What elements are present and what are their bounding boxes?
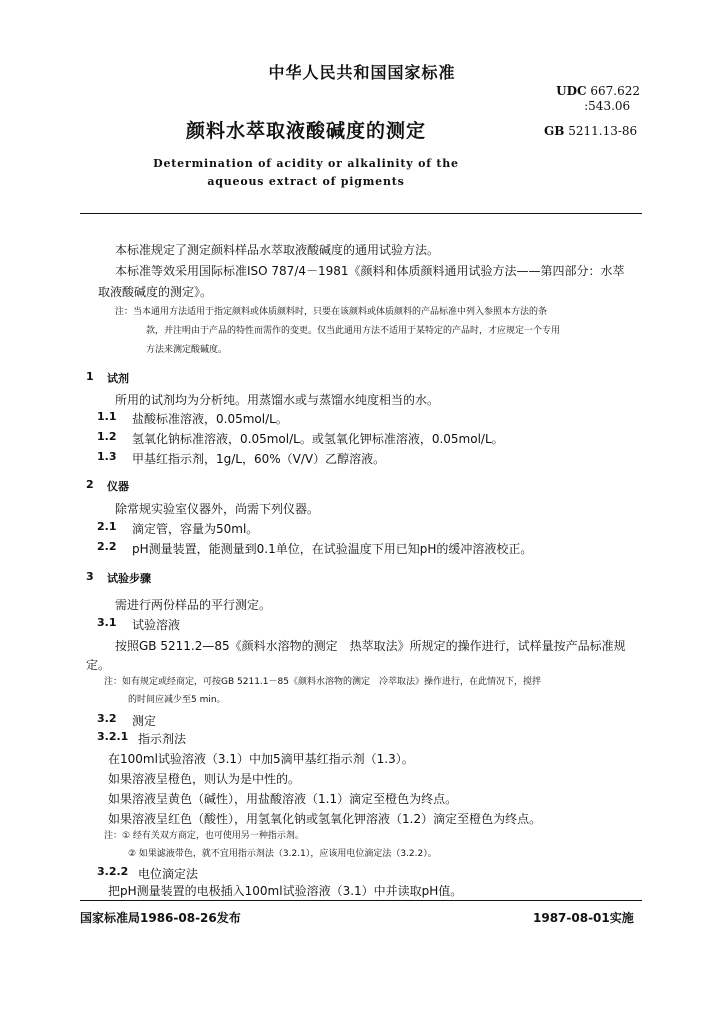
item-1-2-number: 1.2	[97, 430, 117, 443]
gb-label: GB	[544, 124, 565, 138]
section-3-number: 3	[86, 570, 94, 583]
item-2-1-text: 滴定管，容量为50ml。	[132, 522, 259, 536]
udc-block	[556, 84, 640, 114]
issue-date: 国家标准局1986-08-26发布	[80, 911, 241, 925]
indicator-step-2: 如果溶液呈橙色，则认为是中性的。	[108, 772, 301, 786]
udc-line1: 667.622	[590, 84, 640, 98]
section-2-title: 仪器	[107, 480, 129, 493]
item-1-1-text: 盐酸标准溶液，0.05mol/L。	[132, 412, 288, 426]
subsection-3-2-1-title: 指示剂法	[138, 732, 187, 746]
section-3-title: 试验步骤	[107, 572, 151, 585]
indicator-note-2: ② 如果滤液带色，就不宜用指示剂法（3.2.1），应该用电位滴定法（3.2.2）。	[128, 849, 437, 859]
item-1-2-text: 氢氧化钠标准溶液，0.05mol/L。或氢氧化钾标准溶液，0.05mol/L。	[132, 432, 504, 446]
effective-date: 1987-08-01实施	[533, 911, 634, 925]
item-1-3-number: 1.3	[97, 450, 117, 463]
subsection-3-1-note-a: 注：如有规定或经商定，可按GB 5211.1－85《颜料水溶物的测定 冷萃取法》操作进行，在此情况下，搅拌	[104, 677, 541, 687]
intro-paragraph-2b: 取液酸碱度的测定》。	[98, 285, 213, 299]
intro-note-line1: 注：当本通用方法适用于指定颜料或体质颜料时，只要在该颜料或体质颜料的产品标准中列入参照本方法的条	[115, 307, 548, 317]
section-3-intro: 需进行两份样品的平行测定。	[115, 598, 272, 612]
subsection-3-2-number: 3.2	[97, 712, 117, 725]
subsection-3-1-note-b: 的时间应减少至5 min。	[128, 695, 226, 705]
section-1-number: 1	[86, 370, 94, 383]
intro-paragraph-2a: 本标准等效采用国际标准ISO 787/4－1981《颜料和体质颜料通用试验方法——第四部分：水萃	[115, 264, 625, 278]
subsection-3-1-title: 试验溶液	[132, 618, 181, 632]
subsection-3-2-title: 测定	[132, 714, 157, 728]
subsection-3-2-1-number: 3.2.1	[97, 730, 129, 743]
item-1-1-number: 1.1	[97, 410, 117, 423]
intro-note-line3: 方法来测定酸碱度。	[146, 345, 228, 355]
intro-note-line2: 款，并注明由于产品的特性而需作的变更。仅当此通用方法不适用于某特定的产品时，才应规定一个专用	[146, 326, 561, 336]
section-1-title: 试剂	[107, 372, 129, 385]
potentiometric-step-1: 把pH测量装置的电极插入100ml试验溶液（3.1）中并读取pH值。	[108, 884, 463, 898]
indicator-note-1: 注：① 经有关双方商定，也可使用另一种指示剂。	[104, 831, 304, 841]
section-2-intro: 除常规实验室仪器外，尚需下列仪器。	[115, 502, 320, 516]
indicator-step-3: 如果溶液呈黄色（碱性），用盐酸溶液（1.1）滴定至橙色为终点。	[108, 792, 458, 806]
subsection-3-1-text-b: 定。	[86, 658, 111, 672]
footer-rule	[80, 900, 642, 901]
document-title: 颜料水萃取液酸碱度的测定	[186, 120, 427, 142]
indicator-step-1: 在100ml试验溶液（3.1）中加5滴甲基红指示剂（1.3）。	[108, 752, 414, 766]
udc-line2: :543.06	[584, 99, 631, 113]
indicator-step-4: 如果溶液呈红色（酸性），用氢氧化钠或氢氧化钾溶液（1.2）滴定至橙色为终点。	[108, 812, 542, 826]
intro-paragraph-1: 本标准规定了测定颜料样品水萃取液酸碱度的通用试验方法。	[115, 243, 440, 257]
section-1-intro: 所用的试剂均为分析纯。用蒸馏水或与蒸馏水纯度相当的水。	[115, 393, 440, 407]
gb-code	[544, 124, 637, 138]
english-title-line2: aqueous extract of pigments	[207, 175, 405, 188]
udc-label: UDC	[556, 84, 587, 98]
subsection-3-2-2-title: 电位滴定法	[138, 867, 199, 881]
standard-name: 中华人民共和国国家标准	[268, 63, 456, 82]
subsection-3-2-2-number: 3.2.2	[97, 865, 129, 878]
item-2-2-number: 2.2	[97, 540, 117, 553]
item-2-2-text: pH测量装置，能测量到0.1单位，在试验温度下用已知pH的缓冲溶液校正。	[132, 542, 533, 556]
english-title-line1: Determination of acidity or alkalinity of the	[153, 157, 459, 170]
subsection-3-1-number: 3.1	[97, 616, 117, 629]
subsection-3-1-text-a: 按照GB 5211.2—85《颜料水溶物的测定 热萃取法》所规定的操作进行，试样量按产品标准规	[115, 639, 626, 653]
header-rule	[80, 213, 642, 214]
item-2-1-number: 2.1	[97, 520, 117, 533]
gb-number: 5211.13-86	[568, 124, 638, 138]
item-1-3-text: 甲基红指示剂，1g/L，60%（V/V）乙醇溶液。	[132, 452, 386, 466]
section-2-number: 2	[86, 478, 94, 491]
